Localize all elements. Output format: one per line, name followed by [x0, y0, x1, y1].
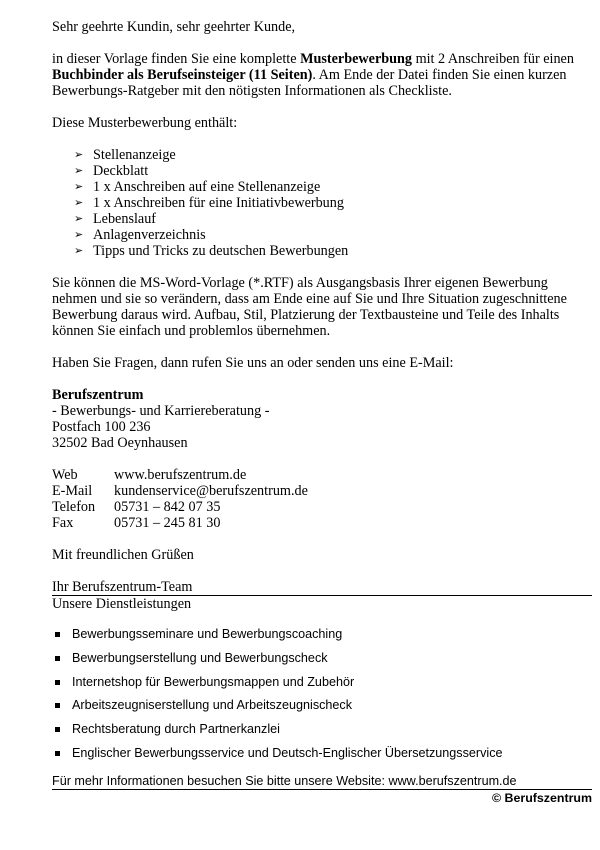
list-item: [52, 745, 592, 761]
list-item: [52, 697, 592, 713]
services-title: Unsere Dienstleistungen: [52, 596, 192, 612]
arrow-bullet-icon: ➢: [74, 181, 84, 193]
closing: Mit freundlichen Grüßen: [52, 547, 194, 563]
arrow-bullet-icon: ➢: [74, 245, 84, 257]
list-item: [52, 626, 592, 642]
list-item: [74, 179, 592, 195]
list-item-label: Anlagenverzeichnis: [93, 227, 206, 243]
contact-row-web: [52, 467, 592, 483]
list-item-label: Deckblatt: [93, 163, 149, 179]
footer-info: Für mehr Informationen besuchen Sie bitte unsere Website: www.berufszentrum.de: [52, 773, 517, 788]
square-bullet-icon: [55, 727, 60, 732]
list-item-label: Lebenslauf: [93, 211, 157, 227]
company-tagline: - Bewerbungs- und Karriereberatung -: [52, 403, 270, 419]
list-item: [52, 674, 592, 690]
list-item: [52, 650, 592, 666]
arrow-bullet-icon: ➢: [74, 149, 84, 161]
arrow-bullet-icon: ➢: [74, 213, 84, 225]
company-name-bold: Berufszentrum: [52, 387, 144, 403]
list-item-label: Arbeitszeugniserstellung und Arbeitszeugnischeck: [72, 698, 353, 713]
copyright: © Berufszentrum: [491, 790, 592, 805]
contact-row-fax: [52, 515, 592, 531]
square-bullet-icon: [55, 680, 60, 685]
contact-label: Fax: [52, 515, 74, 531]
intro-bold-musterbewerbung: Musterbewerbung: [300, 51, 413, 67]
list-item-label: Bewerbungserstellung und Bewerbungscheck: [72, 650, 328, 665]
signature: Ihr Berufszentrum-Team: [52, 579, 193, 595]
list-item-label: 1 x Anschreiben auf eine Stellenanzeige: [93, 179, 321, 195]
fax-number: 05731 – 245 81 30: [114, 515, 221, 531]
square-bullet-icon: [55, 632, 60, 637]
list-item: [74, 147, 592, 163]
list-item-label: Englischer Bewerbungsservice und Deutsch-Englischer Übersetzungsservice: [72, 745, 503, 760]
list-item: [74, 243, 592, 259]
company-postbox: Postfach 100 236: [52, 419, 151, 435]
services-list: [52, 626, 592, 761]
list-item-label: Rechtsberatung durch Partnerkanzlei: [72, 722, 280, 737]
intro-bold-job-title: Buchbinder als Berufseinsteiger (11 Seiten): [52, 67, 313, 83]
list-item: [74, 195, 592, 211]
arrow-bullet-icon: ➢: [74, 197, 84, 209]
square-bullet-icon: [55, 656, 60, 661]
contents-heading: Diese Musterbewerbung enthält:: [52, 115, 238, 131]
intro-text-2: mit 2 Anschreiben für einen: [412, 51, 574, 67]
arrow-bullet-icon: ➢: [74, 229, 84, 241]
list-item-label: Bewerbungsseminare und Bewerbungscoaching: [72, 627, 343, 641]
contact-table: [52, 467, 592, 531]
greeting: Sehr geehrte Kundin, sehr geehrter Kunde,: [52, 19, 296, 35]
list-item: [74, 211, 592, 227]
list-item-label: 1 x Anschreiben für eine Initiativbewerbung: [93, 195, 344, 211]
list-item: [74, 163, 592, 179]
contact-row-phone: [52, 499, 592, 515]
contact-row-email: [52, 483, 592, 499]
intro-text-3: . Am Ende der Datei finden Sie einen kurzen Bewerbungs-Ratgeber mit den nötigsten Informationen als Checkliste.: [52, 67, 567, 99]
list-item-label: Internetshop für Bewerbungsmappen und Zubehör: [72, 674, 355, 689]
intro-paragraph: [52, 51, 592, 99]
list-item: [74, 227, 592, 243]
phone-number: 05731 – 842 07 35: [114, 499, 221, 515]
company-city: 32502 Bad Oeynhausen: [52, 435, 188, 451]
contact-label: Web: [52, 467, 78, 483]
square-bullet-icon: [55, 751, 60, 756]
arrow-bullet-icon: ➢: [74, 165, 84, 177]
intro-text-1: in dieser Vorlage finden Sie eine komplette: [52, 51, 301, 67]
document-page: [52, 19, 592, 806]
website-link[interactable]: www.berufszentrum.de: [114, 467, 247, 483]
list-item: [52, 721, 592, 737]
list-item-label: Stellenanzeige: [93, 147, 176, 163]
square-bullet-icon: [55, 703, 60, 708]
usage-paragraph: Sie können die MS-Word-Vorlage (*.RTF) als Ausgangsbasis Ihrer eigenen Bewerbung nehmen und sie so verändern, dass am Ende eine auf Sie und Ihre Situation zugeschnittene Bewerbung daraus wird. Aufbau, Stil, Platzierung der Textbausteine und Teile des Inhalts können Sie einfach und problemlos übernehmen.: [52, 275, 567, 339]
email-link[interactable]: kundenservice@berufszentrum.de: [114, 483, 308, 499]
contact-label: Telefon: [52, 499, 96, 515]
contact-label: E-Mail: [52, 483, 93, 499]
company-name: [52, 387, 592, 403]
questions-line: Haben Sie Fragen, dann rufen Sie uns an oder senden uns eine E-Mail:: [52, 355, 454, 371]
contents-list: [74, 147, 592, 259]
list-item-label: Tipps und Tricks zu deutschen Bewerbungen: [93, 243, 349, 259]
